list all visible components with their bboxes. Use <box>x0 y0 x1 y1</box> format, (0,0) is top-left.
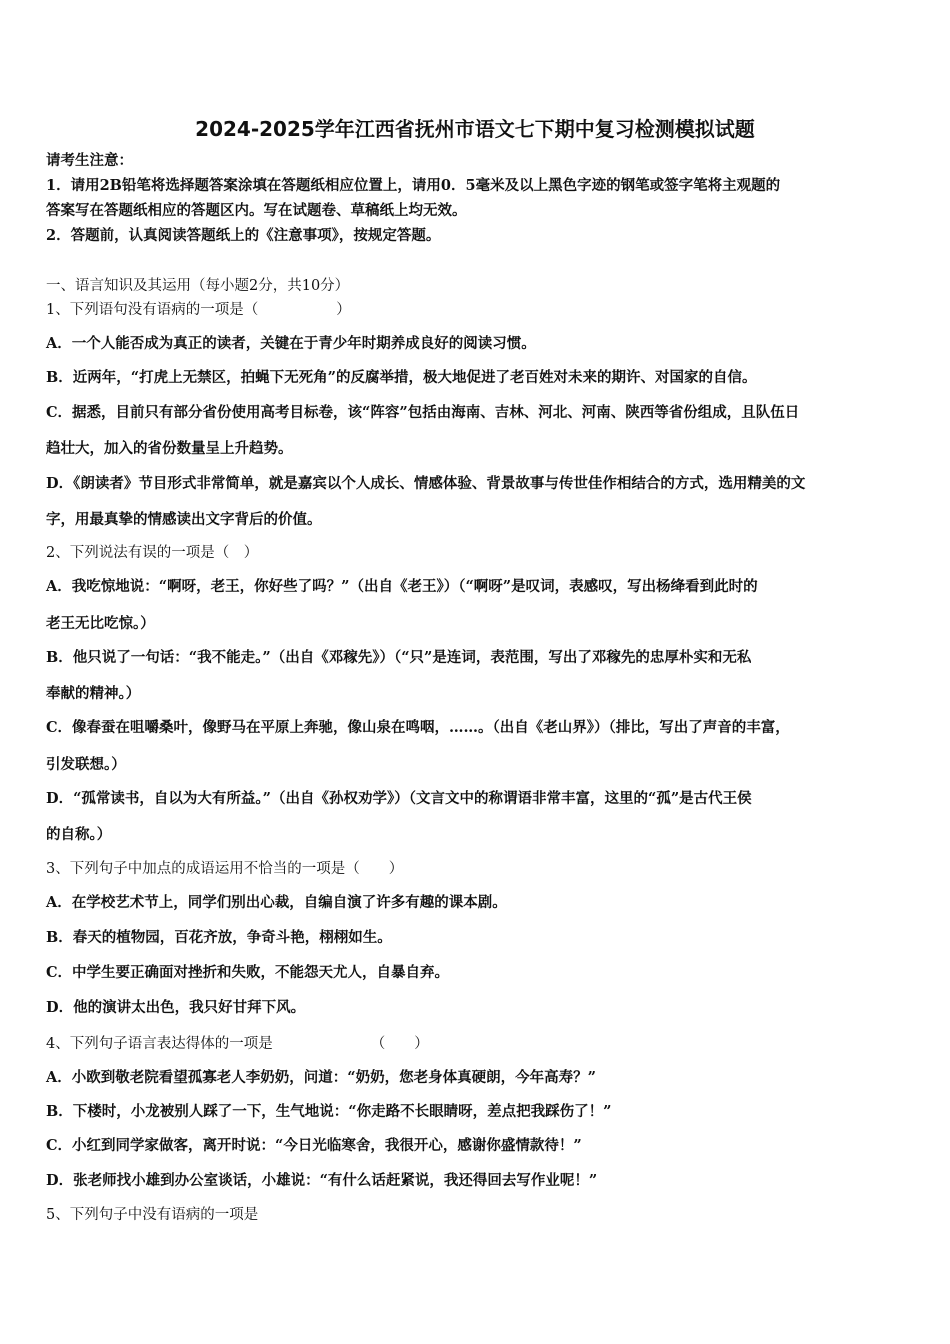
q3-option-a: A．在学校艺术节上，同学们别出心裁，自编自演了许多有趣的课本剧。 <box>46 894 507 911</box>
q4-option-a: A．小欧到敬老院看望孤寡老人李奶奶，问道：“奶奶，您老身体真硬朗，今年高寿？” <box>46 1069 596 1086</box>
q3-option-c: C．中学生要正确面对挫折和失败，不能怨天尤人，自暴自弃。 <box>46 964 450 981</box>
q1-option-b: B．近两年，“打虎上无禁区，拍蝇下无死角”的反腐举措，极大地促进了老百姓对未来的期许、对国家的自信。 <box>46 369 757 386</box>
q1-option-d: D．《朗读者》节目形式非常简单，就是嘉宾以个人成长、情感体验、背景故事与传世佳作相结合的方式，选用精美的文 <box>46 475 806 492</box>
notice-item-1-line-1: 1．请用2B铅笔将选择题答案涂填在答题纸相应位置上，请用0．5毫米及以上黑色字迹的钢笔或签字笔将主观题的 <box>46 177 781 194</box>
q1-option-c-cont: 趋壮大，加入的省份数量呈上升趋势。 <box>46 440 293 457</box>
page-title: 2024-2025学年江西省抚州市语文七下期中复习检测模拟试题 <box>195 117 755 141</box>
q1-option-a: A．一个人能否成为真正的读者，关键在于青少年时期养成良好的阅读习惯。 <box>46 335 536 352</box>
q3-option-b: B．春天的植物园，百花齐放，争奇斗艳，栩栩如生。 <box>46 929 392 946</box>
question-5-stem: 5、下列句子中没有语病的一项是 <box>46 1207 259 1223</box>
q1-option-d-cont: 字，用最真挚的情感读出文字背后的价值。 <box>46 511 322 528</box>
q2-option-c-cont: 引发联想。） <box>46 756 126 773</box>
q2-option-a-cont: 老王无比吃惊。） <box>46 615 155 632</box>
notice-item-2: 2．答题前，认真阅读答题纸上的《注意事项》，按规定答题。 <box>46 227 441 244</box>
q2-option-d: D．“孤常读书，自以为大有所益。”（出自《孙权劝学》）（文言文中的称谓语非常丰富，这里的“孤”是古代王侯 <box>46 790 752 807</box>
question-stem-end: （ ） <box>370 1036 429 1052</box>
q2-option-c: C．像春蚕在咀嚼桑叶，像野马在平原上奔驰，像山泉在鸣咽，……。（出自《老山界》）（排比，写出了声音的丰富， <box>46 719 790 736</box>
question-stem-end: ） <box>336 302 351 318</box>
question-2-stem: 2、下列说法有误的一项是（ ） <box>46 545 259 561</box>
section-heading: 一、语言知识及其运用（每小题2分，共10分） <box>46 278 350 294</box>
q4-option-d: D．张老师找小雄到办公室谈话，小雄说：“有什么话赶紧说，我还得回去写作业呢！” <box>46 1172 598 1189</box>
q2-option-d-cont: 的自称。） <box>46 826 112 843</box>
q2-option-a: A．我吃惊地说：“啊呀，老王，你好些了吗？”（出自《老王》）（“啊呀”是叹词，表感叹，写出杨绛看到此时的 <box>46 578 758 595</box>
question-stem-text: 1、下列语句没有语病的一项是（ <box>46 302 259 318</box>
notice-heading: 请考生注意： <box>46 152 133 169</box>
notice-item-1-line-2: 答案写在答题纸相应的答题区内。写在试题卷、草稿纸上均无效。 <box>46 202 467 219</box>
question-4-stem <box>46 1034 429 1054</box>
q2-option-b-cont: 奉献的精神。） <box>46 685 141 702</box>
question-1-stem <box>46 300 351 320</box>
question-3-stem: 3、下列句子中加点的成语运用不恰当的一项是（ ） <box>46 861 404 877</box>
question-stem-text: 4、下列句子语言表达得体的一项是 <box>46 1036 273 1052</box>
q4-option-c: C．小红到同学家做客，离开时说：“今日光临寒舍，我很开心，感谢你盛情款待！” <box>46 1137 582 1154</box>
q1-option-c: C．据悉，目前只有部分省份使用高考目标卷，该“阵容”包括由海南、吉林、河北、河南、陕西等省份组成，且队伍日 <box>46 404 800 421</box>
q3-option-d: D．他的演讲太出色，我只好甘拜下风。 <box>46 999 306 1016</box>
q4-option-b: B．下楼时，小龙被别人踩了一下，生气地说：“你走路不长眼睛呀，差点把我踩伤了！” <box>46 1103 612 1120</box>
q2-option-b: B．他只说了一句话：“我不能走。”（出自《邓稼先》）（“只”是连词，表范围，写出了邓稼先的忠厚朴实和无私 <box>46 649 752 666</box>
